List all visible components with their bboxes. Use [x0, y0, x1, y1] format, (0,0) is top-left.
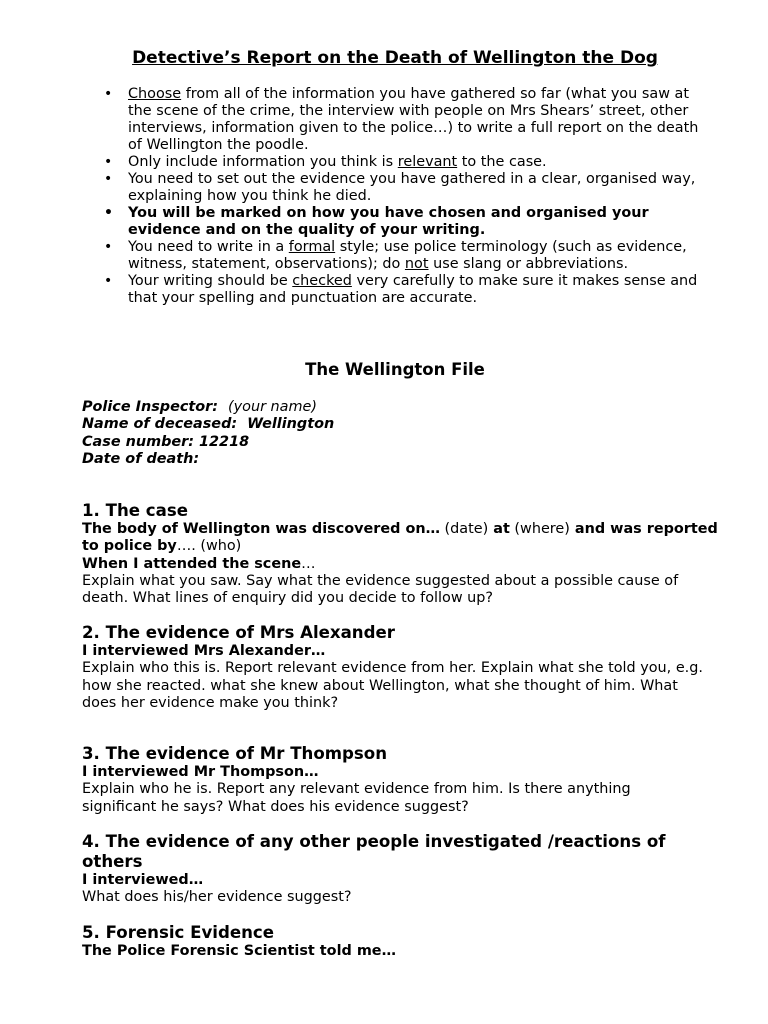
section-mr-thompson [82, 744, 722, 816]
instruction-item [104, 86, 714, 154]
instruction-text: You will be marked on how you have chosen and organised your evidence and on the quality of your writing. [128, 205, 649, 238]
section-heading: 4. The evidence of any other people investigated /reactions of others [82, 832, 666, 871]
lead-text: at [488, 521, 510, 537]
document-title: Detective’s Report on the Death of Wellington the Dog [132, 48, 658, 68]
case-number-value: 12218 [199, 433, 250, 450]
instruction-text: to the case. [457, 154, 547, 170]
section-forensic [82, 923, 722, 960]
inspector-label: Police Inspector: [82, 399, 218, 415]
instruction-text: You need to write in a [128, 239, 289, 255]
section-body: Explain who this is. Report relevant evidence from her. Explain what she told you, e.g. how she reacted. what she knew about Wellington, what she thought of him. What does her evidence make you think? [82, 660, 703, 711]
file-title: The Wellington File [305, 360, 485, 379]
date-of-death-label: Date of death: [82, 450, 200, 467]
lead-text: and was reported to police by [82, 521, 718, 555]
underlined-word: formal [288, 239, 336, 255]
instruction-text: very carefully to make sure it makes sense and that your spelling and punctuation are accurate. [128, 273, 698, 306]
section-case [82, 501, 722, 607]
instruction-item [104, 239, 714, 273]
section-lead [82, 556, 722, 573]
section-heading: 5. Forensic Evidence [82, 923, 274, 942]
instruction-text: use slang or abbreviations. [428, 256, 629, 272]
instruction-item [104, 154, 714, 171]
section-heading: 2. The evidence of Mrs Alexander [82, 623, 395, 642]
underlined-word: not [404, 256, 429, 272]
instruction-item [104, 171, 714, 205]
lead-placeholder: (date) [439, 521, 489, 537]
inspector-row [82, 399, 334, 416]
deceased-row [82, 416, 334, 433]
section-lead: The Police Forensic Scientist told me… [82, 943, 396, 959]
lead-placeholder: … [301, 555, 316, 572]
section-body: Explain what you saw. Say what the evidence suggested about a possible cause of death. What lines of enquiry did you decide to follow up? [82, 572, 679, 607]
lead-placeholder: …. (who) [176, 538, 242, 555]
underlined-word: relevant [397, 154, 458, 170]
lead-placeholder: (where) [509, 521, 570, 537]
section-heading: 3. The evidence of Mr Thompson [82, 744, 388, 763]
lead-text: When I attended the scene [82, 555, 302, 572]
instruction-text: style; use police terminology (such as evidence, witness, statement, observations); do [128, 239, 687, 272]
instruction-text: Your writing should be [128, 273, 293, 289]
deceased-label: Name of deceased: [82, 416, 238, 433]
case-details [82, 399, 334, 468]
section-body: Explain who he is. Report any relevant evidence from him. Is there anything significant he says? What does his evidence suggest? [82, 781, 631, 815]
instruction-text: You need to set out the evidence you have gathered in a clear, organised way, explaining how you think he died. [128, 171, 696, 204]
section-lead: I interviewed… [82, 872, 204, 888]
section-lead [82, 521, 722, 556]
section-body: What does his/her evidence suggest? [82, 889, 352, 906]
date-of-death-row [82, 451, 334, 468]
deceased-value: Wellington [247, 416, 335, 433]
section-lead: I interviewed Mrs Alexander… [82, 643, 326, 659]
instruction-text: Only include information you think is [128, 154, 398, 170]
section-lead: I interviewed Mr Thompson… [82, 764, 319, 780]
section-other-people [82, 832, 722, 907]
instruction-item [104, 205, 714, 239]
lead-text: The body of Wellington was discovered on… [82, 521, 440, 537]
case-number-label: Case number: [82, 433, 195, 450]
underlined-word: checked [292, 273, 352, 289]
section-heading: 1. The case [82, 501, 188, 520]
inspector-value: (your name) [228, 399, 317, 415]
underlined-word: Choose [128, 86, 182, 102]
instruction-text: from all of the information you have gathered so far (what you saw at the scene of the crime, the interview with people on Mrs Shears’ street, other interviews, information given to the police…) to write a full report on the death of Wellington the poodle. [128, 86, 699, 153]
case-number-row [82, 434, 334, 451]
section-mrs-alexander [82, 623, 722, 712]
instructions-list [104, 86, 714, 307]
instruction-item [104, 273, 714, 307]
